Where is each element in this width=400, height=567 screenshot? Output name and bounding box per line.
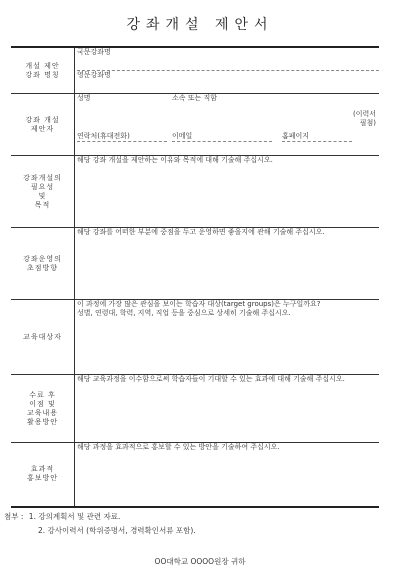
focus-label-text: 강좌운영의 초점방향 — [23, 254, 62, 272]
benefits-cell[interactable] — [75, 375, 380, 443]
target-label — [11, 300, 75, 375]
focus-cell[interactable] — [75, 228, 380, 300]
addressee: OO대학교 OOOO원장 귀하 — [154, 557, 246, 566]
proposer-cell[interactable] — [75, 94, 380, 156]
benefits-label-text: 수료 후 이점 및 교육내용 활용방안 — [26, 390, 59, 426]
contact-field-label[interactable]: 연락처(휴대전화) — [77, 132, 167, 142]
english-course-name-field[interactable] — [77, 71, 379, 93]
proposal-form-table — [11, 46, 379, 508]
necessity-cell[interactable] — [75, 156, 380, 228]
homepage-field-label[interactable]: 홈페이지 — [282, 132, 352, 142]
target-prompt-line1: 이 과정에 가장 많은 관심을 보이는 학습자 대상(target groups)은 누구일까요? — [77, 300, 321, 308]
benefits-prompt: 해당 교육과정을 이수함으로써 학습자들이 기대할 수 있는 효과에 대해 기술해 주십시오. — [77, 375, 345, 383]
english-course-name-label: 영문강좌명 — [77, 71, 111, 79]
proposer-label-text: 강좌 개설 제안자 — [25, 115, 60, 133]
course-name-label-text: 개설 제안 강좌 명칭 — [25, 61, 60, 79]
target-label-text: 교육대상자 — [23, 332, 62, 341]
korean-course-name-label: 국문강좌명 — [77, 48, 111, 56]
course-name-cell[interactable] — [75, 47, 380, 94]
course-name-label — [11, 47, 75, 94]
resume-note: (이력서 필첨) — [352, 110, 376, 127]
korean-course-name-field[interactable] — [77, 48, 379, 71]
promotion-label — [11, 443, 75, 507]
focus-label — [11, 228, 75, 300]
focus-prompt: 해당 강좌를 어떠한 부분에 중점을 두고 운영하면 좋을지에 관해 기술해 주십시오. — [77, 228, 325, 236]
necessity-prompt: 해당 강좌 개설을 제안하는 이유와 목적에 대해 기술해 주십시오. — [77, 156, 273, 164]
target-cell[interactable] — [75, 300, 380, 375]
promotion-prompt: 해당 과정을 효과적으로 홍보할 수 있는 방안을 기술하여 주십시오. — [77, 443, 280, 451]
necessity-label — [11, 156, 75, 228]
page-title: 강좌개설 제안서 — [126, 17, 274, 33]
necessity-label-text: 강좌개설의 필요성 및 목적 — [23, 173, 62, 209]
name-field-label: 성명 — [77, 94, 91, 102]
promotion-label-text: 효과적 홍보방안 — [26, 465, 59, 483]
attachments — [4, 510, 196, 538]
attachment-item-2: 2. 강사이력서 (학위증명서, 경력확인서류 포함). — [38, 526, 196, 535]
promotion-cell[interactable] — [75, 443, 380, 507]
email-field-label[interactable]: 이메일 — [172, 132, 272, 142]
affiliation-field-label: 소속 또는 직함 — [172, 94, 218, 102]
benefits-label — [11, 375, 75, 443]
target-prompt-line2: 성별, 연령대, 학력, 지역, 직업 등을 중심으로 상세히 기술해 주십시오. — [77, 309, 291, 317]
proposer-label — [11, 94, 75, 156]
attachment-item-1: 1. 강의계획서 및 관련 자료. — [28, 512, 121, 521]
attachments-prefix: 첨부 : — [4, 512, 24, 521]
